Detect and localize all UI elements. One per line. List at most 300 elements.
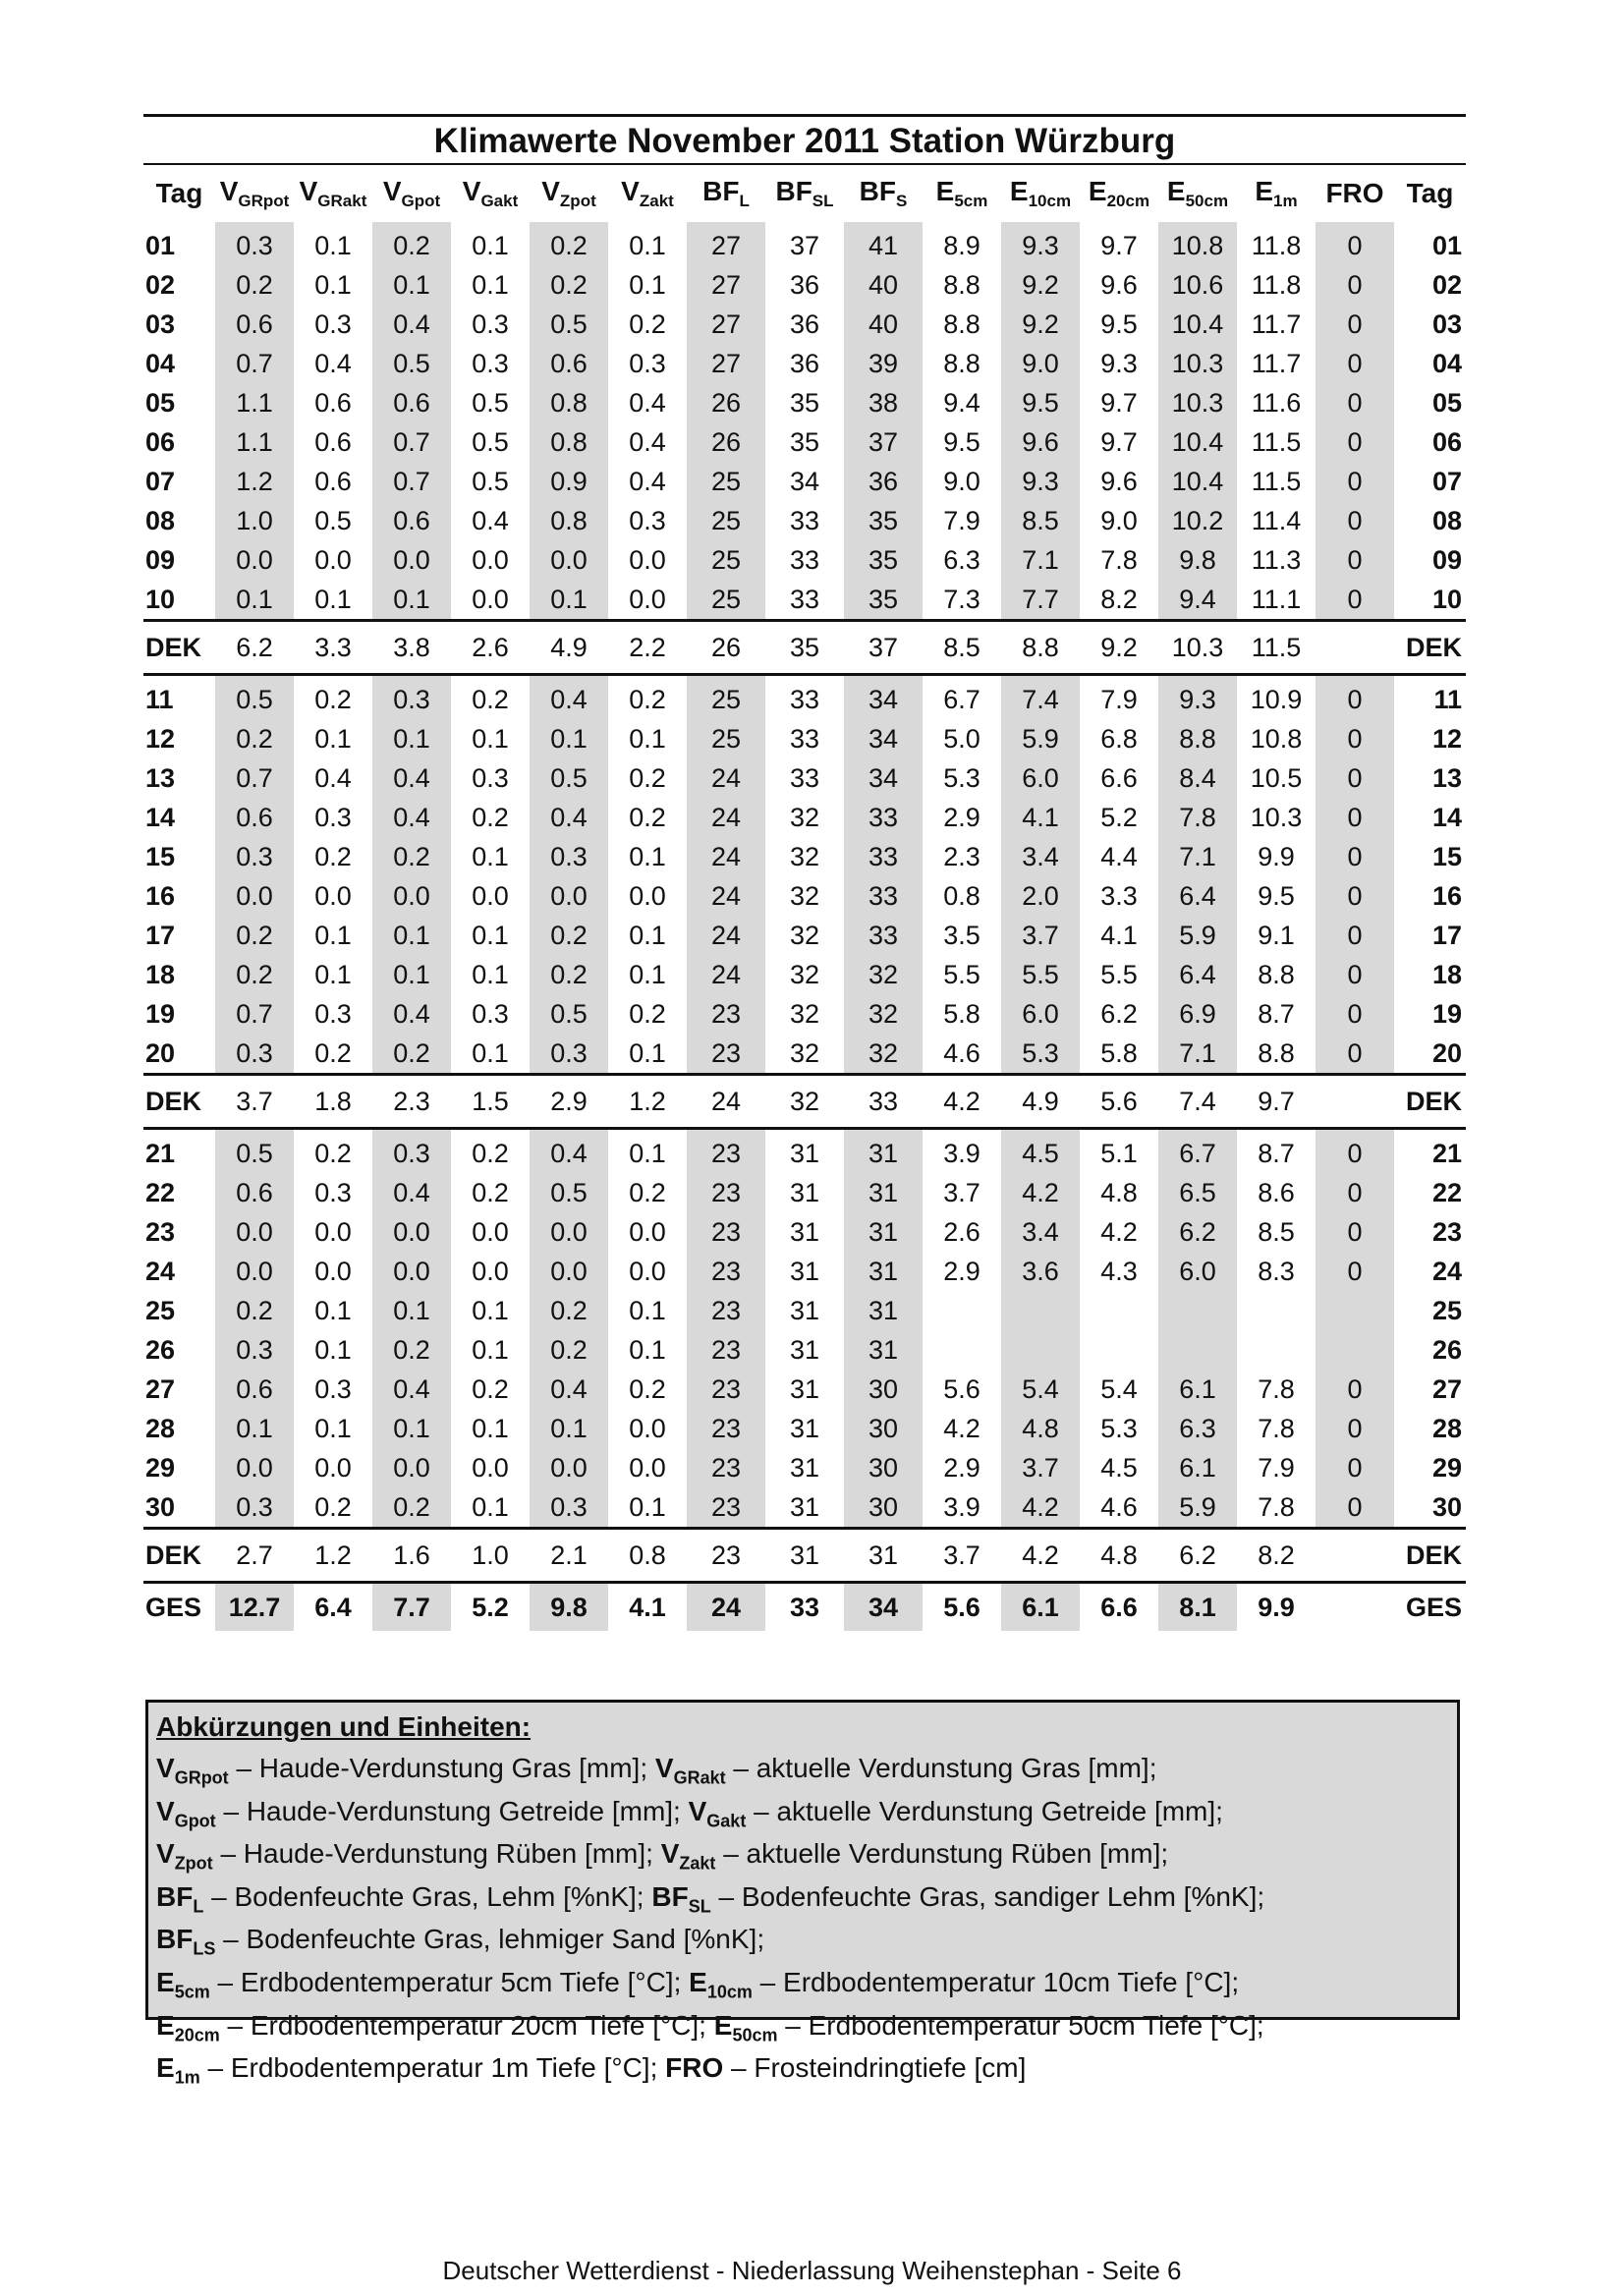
dek-value: 4.9 <box>550 632 588 662</box>
table-row <box>143 1252 1466 1291</box>
day-cell: 05 <box>145 387 176 418</box>
header-sub: GRpot <box>238 192 290 210</box>
value-cell: 0.1 <box>530 1409 608 1448</box>
value-cell: 0.2 <box>530 1330 608 1370</box>
value-cell: 0.1 <box>472 723 509 754</box>
dek-value: 4.8 <box>1100 1540 1138 1570</box>
table-row <box>143 1173 1466 1212</box>
value-cell: 7.7 <box>1001 580 1080 621</box>
value-cell: 8.8 <box>943 348 980 378</box>
day-cell: 29 <box>145 1452 176 1483</box>
value-cell: 0.2 <box>372 1034 451 1075</box>
header-sub: 50cm <box>1185 192 1229 210</box>
value-cell: 4.6 <box>1100 1491 1138 1522</box>
value-cell: 0.2 <box>629 308 666 339</box>
column-header <box>372 165 451 222</box>
column-header <box>608 165 687 222</box>
value-cell: 0.1 <box>314 920 352 950</box>
value-cell: 5.3 <box>1100 1413 1138 1443</box>
value-cell: 23 <box>687 994 765 1034</box>
column-header <box>530 165 608 222</box>
value-cell <box>1237 1291 1316 1330</box>
day-cell: 17 <box>1431 920 1462 950</box>
dek-value: 3.8 <box>393 632 430 662</box>
value-cell: 7.1 <box>1001 540 1080 580</box>
value-cell: 6.0 <box>1001 758 1080 798</box>
value-cell: 9.3 <box>1100 348 1138 378</box>
value-cell: 6.0 <box>1001 994 1080 1034</box>
legend-text: – Haude-Verdunstung Gras [mm]; <box>228 1753 655 1783</box>
value-cell: 0.0 <box>530 876 608 916</box>
header-main: E <box>935 176 955 206</box>
value-cell <box>923 1330 1001 1370</box>
value-cell: 7.9 <box>1258 1452 1295 1483</box>
legend-text: – Erdbodentemperatur 50cm Tiefe [°C]; <box>777 2009 1264 2041</box>
value-cell: 0.1 <box>314 723 352 754</box>
value-cell: 0.2 <box>629 1373 666 1404</box>
dek-value: 33 <box>868 1086 899 1116</box>
value-cell: 0.0 <box>629 1413 666 1443</box>
legend-text: – Bodenfeuchte Gras, Lehm [%nK]; <box>203 1880 652 1912</box>
day-cell: 04 <box>145 348 176 378</box>
value-cell: 7.8 <box>1158 798 1237 837</box>
header-main: V <box>299 176 318 206</box>
value-cell: 0.3 <box>472 998 509 1029</box>
day-cell: 04 <box>1431 348 1462 378</box>
value-cell: 8.8 <box>943 308 980 339</box>
value-cell: 0 <box>1316 798 1394 837</box>
value-cell: 0.1 <box>629 723 666 754</box>
value-cell: 0.3 <box>472 308 509 339</box>
value-cell: 5.9 <box>1158 916 1237 955</box>
ges-label: GES <box>1405 1592 1462 1622</box>
legend-text: – aktuelle Verdunstung Getreide [mm]; <box>746 1795 1223 1826</box>
ges-value: 9.8 <box>530 1584 608 1631</box>
value-cell: 6.4 <box>1158 955 1237 994</box>
value-cell: 0.8 <box>530 501 608 540</box>
value-cell: 0.2 <box>372 837 451 876</box>
value-cell: 10.4 <box>1158 422 1237 462</box>
legend-text: – Bodenfeuchte Gras, lehmiger Sand [%nK]; <box>215 1924 765 1955</box>
value-cell <box>1158 1291 1237 1330</box>
value-cell: 4.1 <box>1001 798 1080 837</box>
value-cell: 0 <box>1316 265 1394 305</box>
value-cell: 6.1 <box>1158 1448 1237 1487</box>
value-cell: 4.2 <box>1001 1487 1080 1529</box>
legend-line <box>156 1837 1449 1880</box>
table-row <box>143 383 1466 422</box>
value-cell: 7.8 <box>1258 1373 1295 1404</box>
value-cell: 9.8 <box>1158 540 1237 580</box>
value-cell: 0.2 <box>314 1491 352 1522</box>
dek-value: 4.2 <box>1022 1540 1059 1570</box>
value-cell: 31 <box>789 1216 820 1247</box>
value-cell: 33 <box>844 837 923 876</box>
value-cell: 37 <box>789 230 820 260</box>
value-cell: 0.2 <box>530 222 608 265</box>
value-cell: 0.1 <box>314 1413 352 1443</box>
value-cell: 25 <box>687 540 765 580</box>
ges-value: 6.1 <box>1001 1584 1080 1631</box>
value-cell: 6.3 <box>943 544 980 575</box>
table-row <box>143 994 1466 1034</box>
day-cell: 05 <box>1431 387 1462 418</box>
table-row <box>143 462 1466 501</box>
value-cell: 11.5 <box>1251 466 1302 496</box>
value-cell: 0.0 <box>372 876 451 916</box>
value-cell: 0.3 <box>472 762 509 793</box>
value-cell: 7.1 <box>1158 1034 1237 1075</box>
dek-value: 4.9 <box>1022 1086 1059 1116</box>
legend-abbr <box>651 1880 711 1917</box>
value-cell: 0.6 <box>215 305 294 344</box>
legend-abbr <box>156 1753 229 1788</box>
value-cell: 7.8 <box>1258 1491 1295 1522</box>
value-cell: 31 <box>789 1452 820 1483</box>
dek-value: 1.5 <box>472 1086 509 1116</box>
value-cell: 32 <box>789 959 820 989</box>
value-cell: 9.2 <box>1001 265 1080 305</box>
value-cell: 0 <box>1316 580 1394 621</box>
value-cell: 0.0 <box>314 880 352 911</box>
column-header <box>765 165 844 222</box>
ges-value: 6.4 <box>314 1592 352 1622</box>
value-cell: 7.4 <box>1001 676 1080 719</box>
legend-text: – aktuelle Verdunstung Gras [mm]; <box>725 1753 1157 1783</box>
value-cell: 23 <box>687 1330 765 1370</box>
value-cell: 0.4 <box>314 762 352 793</box>
legend-abbr <box>689 1966 753 2002</box>
value-cell: 0 <box>1316 719 1394 758</box>
value-cell: 10.3 <box>1158 344 1237 383</box>
value-cell: 4.5 <box>1001 1130 1080 1173</box>
value-cell: 9.4 <box>943 387 980 418</box>
dek-value: 2.3 <box>393 1086 430 1116</box>
legend-abbr <box>713 2009 778 2045</box>
day-cell: 25 <box>1431 1295 1462 1325</box>
value-cell: 8.8 <box>943 269 980 300</box>
day-cell: 11 <box>145 684 174 714</box>
value-cell: 3.9 <box>943 1491 980 1522</box>
dek-value: 1.8 <box>314 1086 352 1116</box>
value-cell: 0.2 <box>215 719 294 758</box>
table-row <box>143 222 1466 265</box>
day-cell: 10 <box>145 584 176 614</box>
value-cell: 10.5 <box>1250 762 1303 793</box>
value-cell: 0.1 <box>472 920 509 950</box>
day-cell: 23 <box>1431 1216 1462 1247</box>
header-sub: 10cm <box>1028 192 1072 210</box>
value-cell: 9.0 <box>1001 344 1080 383</box>
legend-abbr <box>156 1966 210 2002</box>
value-cell: 0.3 <box>215 1487 294 1529</box>
value-cell: 31 <box>844 1291 923 1330</box>
value-cell: 39 <box>844 344 923 383</box>
value-cell: 4.2 <box>1100 1216 1138 1247</box>
day-cell: 12 <box>145 723 176 754</box>
value-cell: 35 <box>844 501 923 540</box>
value-cell: 23 <box>687 1291 765 1330</box>
value-cell: 36 <box>789 269 820 300</box>
value-cell: 0.1 <box>372 580 451 621</box>
dek-value: 35 <box>789 632 820 662</box>
day-cell: 18 <box>1431 959 1462 989</box>
value-cell: 5.6 <box>943 1373 980 1404</box>
header-main: Tag <box>1406 178 1454 208</box>
value-cell: 31 <box>844 1212 923 1252</box>
ges-value: 5.6 <box>943 1592 980 1622</box>
value-cell: 0 <box>1316 462 1394 501</box>
value-cell: 0.3 <box>629 505 666 535</box>
value-cell: 33 <box>789 584 820 614</box>
legend-text: – Erdbodentemperatur 5cm Tiefe [°C]; <box>209 1966 690 1997</box>
column-header <box>451 165 530 222</box>
legend-line <box>156 1795 1449 1838</box>
value-cell: 0.0 <box>530 1252 608 1291</box>
value-cell: 11.4 <box>1251 505 1302 535</box>
value-cell: 33 <box>789 762 820 793</box>
dek-value: 0.8 <box>629 1540 666 1570</box>
value-cell <box>1316 1330 1394 1370</box>
value-cell: 0.1 <box>372 1409 451 1448</box>
value-cell: 40 <box>844 265 923 305</box>
value-cell <box>1080 1330 1158 1370</box>
value-cell: 0.2 <box>314 1138 352 1168</box>
dek-value: 2.7 <box>236 1540 273 1570</box>
legend-heading: Abkürzungen und Einheiten: <box>156 1711 532 1742</box>
day-cell: 11 <box>1433 684 1462 714</box>
value-cell: 0.1 <box>629 1295 666 1325</box>
value-cell: 23 <box>687 1173 765 1212</box>
dek-value: 37 <box>868 632 899 662</box>
day-cell: 30 <box>1431 1491 1462 1522</box>
value-cell: 3.4 <box>1001 837 1080 876</box>
ges-value: 7.7 <box>372 1584 451 1631</box>
value-cell: 10.2 <box>1158 501 1237 540</box>
value-cell: 0.2 <box>629 762 666 793</box>
value-cell: 0.2 <box>472 1373 509 1404</box>
value-cell: 11.8 <box>1251 230 1302 260</box>
header-main: BF <box>702 176 740 206</box>
value-cell: 5.4 <box>1001 1370 1080 1409</box>
legend-abbr <box>156 1795 216 1831</box>
value-cell: 0 <box>1316 876 1394 916</box>
dek-value: 5.6 <box>1100 1086 1138 1116</box>
value-cell: 10.4 <box>1158 462 1237 501</box>
value-cell: 0.6 <box>314 387 352 418</box>
legend-abbr-sub: Zpot <box>174 1853 213 1874</box>
day-cell: 18 <box>145 959 176 989</box>
value-cell: 0.6 <box>215 1173 294 1212</box>
value-cell: 0.5 <box>215 676 294 719</box>
value-cell: 0.1 <box>472 1295 509 1325</box>
value-cell: 0.0 <box>629 1216 666 1247</box>
value-cell: 0.3 <box>314 1177 352 1207</box>
value-cell: 11.5 <box>1251 426 1302 457</box>
dek-value: 8.5 <box>943 632 980 662</box>
legend-abbr-sub: 20cm <box>174 2025 220 2045</box>
day-cell: 07 <box>1431 466 1462 496</box>
value-cell: 0.1 <box>530 719 608 758</box>
value-cell: 34 <box>844 719 923 758</box>
value-cell: 30 <box>844 1370 923 1409</box>
day-cell: 19 <box>145 998 176 1029</box>
value-cell: 0.3 <box>314 308 352 339</box>
value-cell: 0.0 <box>372 540 451 580</box>
value-cell: 9.3 <box>1001 222 1080 265</box>
legend-abbr-main: BF <box>156 1880 194 1912</box>
value-cell: 0.0 <box>215 1448 294 1487</box>
value-cell: 36 <box>789 308 820 339</box>
value-cell: 31 <box>789 1491 820 1522</box>
value-cell: 9.9 <box>1258 841 1295 871</box>
value-cell: 0.1 <box>629 959 666 989</box>
value-cell: 0.0 <box>314 1216 352 1247</box>
header-sub: Zakt <box>639 192 674 210</box>
day-cell: 13 <box>1431 762 1462 793</box>
dek-value: 10.3 <box>1171 632 1224 662</box>
value-cell: 0.1 <box>472 959 509 989</box>
value-cell: 32 <box>844 994 923 1034</box>
dek-value: 31 <box>868 1540 899 1570</box>
table-row <box>143 1330 1466 1370</box>
value-cell: 5.2 <box>1100 802 1138 832</box>
value-cell: 0.7 <box>372 462 451 501</box>
legend-abbr <box>660 1838 716 1874</box>
value-cell <box>1237 1330 1316 1370</box>
dek-label: DEK <box>1405 1540 1462 1570</box>
legend-line <box>156 1880 1449 1924</box>
value-cell: 9.0 <box>1100 505 1138 535</box>
header-row <box>143 165 1466 222</box>
value-cell: 11.3 <box>1251 544 1302 575</box>
value-cell: 9.4 <box>1158 580 1237 621</box>
dek-value: 3.7 <box>943 1540 980 1570</box>
value-cell: 0.0 <box>314 1452 352 1483</box>
value-cell: 0.4 <box>629 387 666 418</box>
value-cell: 8.3 <box>1258 1256 1295 1286</box>
value-cell: 9.6 <box>1001 422 1080 462</box>
value-cell: 0.0 <box>314 544 352 575</box>
value-cell: 1.0 <box>215 501 294 540</box>
value-cell: 6.0 <box>1158 1252 1237 1291</box>
value-cell: 0.1 <box>314 959 352 989</box>
ges-value: 4.1 <box>629 1592 666 1622</box>
value-cell: 35 <box>789 387 820 418</box>
value-cell: 0.1 <box>215 580 294 621</box>
value-cell: 0 <box>1316 222 1394 265</box>
legend-abbr-main: FRO <box>665 2052 724 2084</box>
value-cell: 0.2 <box>215 955 294 994</box>
value-cell: 8.5 <box>1258 1216 1295 1247</box>
ges-row <box>143 1584 1466 1631</box>
value-cell: 3.7 <box>1001 916 1080 955</box>
value-cell: 3.7 <box>943 1177 980 1207</box>
header-sub: Zpot <box>559 192 596 210</box>
value-cell: 0.1 <box>372 1291 451 1330</box>
value-cell: 6.7 <box>943 684 980 714</box>
value-cell: 7.9 <box>1100 684 1138 714</box>
value-cell: 0.1 <box>629 1334 666 1365</box>
legend-abbr-sub: LS <box>193 1938 216 1959</box>
value-cell: 31 <box>844 1252 923 1291</box>
value-cell: 0.2 <box>472 684 509 714</box>
value-cell: 37 <box>844 422 923 462</box>
value-cell: 0.5 <box>314 505 352 535</box>
day-cell: 20 <box>145 1037 176 1068</box>
header-sub: SL <box>812 192 834 210</box>
value-cell: 25 <box>687 719 765 758</box>
day-cell: 09 <box>145 544 176 575</box>
legend-text: – Bodenfeuchte Gras, sandiger Lehm [%nK]; <box>710 1880 1265 1912</box>
table-row <box>143 719 1466 758</box>
value-cell: 36 <box>789 348 820 378</box>
dek-value: 2.1 <box>550 1540 588 1570</box>
day-cell: 15 <box>1431 841 1462 871</box>
value-cell: 0 <box>1316 1212 1394 1252</box>
value-cell: 0.0 <box>372 1252 451 1291</box>
ges-label: GES <box>145 1592 202 1622</box>
header-main: BF <box>859 176 896 206</box>
decade-summary <box>143 1075 1466 1131</box>
value-cell: 0.3 <box>472 348 509 378</box>
legend-abbr-main: E <box>713 2009 733 2041</box>
value-cell: 32 <box>789 998 820 1029</box>
header-main: V <box>462 176 481 206</box>
value-cell: 11.1 <box>1251 584 1302 614</box>
day-cell: 29 <box>1431 1452 1462 1483</box>
value-cell: 5.9 <box>1001 719 1080 758</box>
value-cell: 0.6 <box>215 798 294 837</box>
value-cell: 0.0 <box>629 544 666 575</box>
header-main: V <box>541 176 560 206</box>
value-cell: 0.1 <box>472 1037 509 1068</box>
decade-summary <box>143 1529 1466 1585</box>
dek-row <box>143 622 1466 675</box>
value-cell: 0.0 <box>215 1212 294 1252</box>
day-cell: 09 <box>1431 544 1462 575</box>
value-cell: 5.0 <box>943 723 980 754</box>
value-cell: 7.3 <box>943 584 980 614</box>
value-cell: 25 <box>687 501 765 540</box>
value-cell: 0.1 <box>530 580 608 621</box>
value-cell: 9.0 <box>943 466 980 496</box>
legend-text: – Erdbodentemperatur 10cm Tiefe [°C]; <box>752 1966 1240 1997</box>
legend-abbr-sub: GRpot <box>174 1767 229 1788</box>
value-cell: 11.8 <box>1251 269 1302 300</box>
legend-abbr-sub: Zakt <box>679 1853 716 1874</box>
value-cell: 0.4 <box>372 994 451 1034</box>
value-cell: 0.8 <box>530 383 608 422</box>
value-cell: 0 <box>1316 758 1394 798</box>
column-header <box>1158 165 1237 222</box>
value-cell: 0.0 <box>629 584 666 614</box>
value-cell: 26 <box>687 383 765 422</box>
value-cell: 0.3 <box>530 837 608 876</box>
legend-lines <box>156 1752 1449 2095</box>
value-cell: 0.4 <box>530 798 608 837</box>
value-cell: 31 <box>789 1177 820 1207</box>
value-cell: 0.8 <box>530 422 608 462</box>
value-cell: 9.2 <box>1001 305 1080 344</box>
value-cell: 0.0 <box>215 540 294 580</box>
day-cell: 30 <box>145 1491 176 1522</box>
value-cell: 0.4 <box>629 466 666 496</box>
value-cell: 40 <box>844 305 923 344</box>
value-cell <box>1080 1291 1158 1330</box>
value-cell: 24 <box>687 955 765 994</box>
value-cell: 7.8 <box>1258 1413 1295 1443</box>
